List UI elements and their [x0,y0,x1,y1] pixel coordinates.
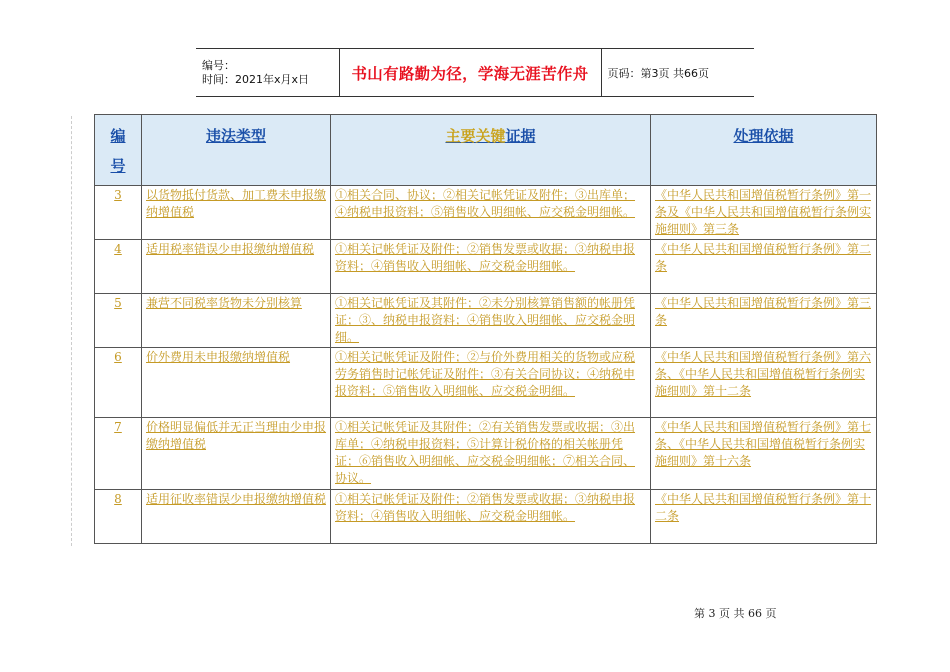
table-row [95,348,877,418]
row-number[interactable]: 6 [114,350,122,364]
row-type[interactable]: 适用征收率错误少申报缴纳增值税 [146,492,327,506]
header-meta [196,49,339,97]
margin-guide [71,116,72,546]
row-basis[interactable]: 《中华人民共和国增值税暂行条例》第七条、《中华人民共和国增值税暂行条例实施细则》第十六条 [655,420,872,468]
header-evidence [331,115,651,186]
row-evidence[interactable]: ①相关记帐凭证及附件；②与价外费用相关的货物或应税劳务销售时记帐凭证及附件；③有关合同协议；④纳税申报资料；⑤销售收入明细帐、应交税金明细。 [335,350,636,398]
row-number[interactable]: 7 [114,420,122,434]
row-number[interactable]: 8 [114,492,122,506]
row-type[interactable]: 价外费用未申报缴纳增值税 [146,350,291,364]
table-row [95,418,877,490]
table-row [95,240,877,294]
row-evidence[interactable]: ①相关记帐凭证及其附件；②未分别核算销售额的帐册凭证；③、纳税申报资料；④销售收入明细帐、应交税金明细。 [335,296,636,344]
row-evidence[interactable]: ①相关记帐凭证及附件；②销售发票或收据；③纳税申报资料；④销售收入明细帐、应交税金明细帐。 [335,242,636,273]
number-label: 编号： [202,58,235,72]
table-header-row [95,115,877,186]
row-type[interactable]: 适用税率错误少申报缴纳增值税 [146,242,315,256]
row-type[interactable]: 兼营不同税率货物未分别核算 [146,296,303,310]
header-number-link[interactable]: 编号 [110,127,126,175]
row-evidence[interactable]: ①相关记帐凭证及其附件；②有关销售发票或收据；③出库单；④纳税申报资料；⑤计算计税价格的相关帐册凭证；⑥销售收入明细帐、应交税金明细帐；⑦相关合同、协议。 [335,420,636,485]
table-row [95,186,877,240]
row-type[interactable]: 以货物抵付货款、加工费未申报缴纳增值税 [146,188,327,219]
row-evidence[interactable]: ①相关合同、协议；②相关记帐凭证及附件；③出库单；④纳税申报资料；⑤销售收入明细帐、应交税金明细帐。 [335,188,636,219]
header-evidence-blue: 证据 [505,127,536,145]
table-row [95,294,877,348]
row-basis[interactable]: 《中华人民共和国增值税暂行条例》第二条 [655,242,872,273]
document-header [196,48,754,97]
page-label: 页码：第3页 共66页 [601,49,754,97]
row-basis[interactable]: 《中华人民共和国增值税暂行条例》第一条及《中华人民共和国增值税暂行条例实施细则》第三条 [655,188,872,236]
header-number [95,115,142,186]
row-basis[interactable]: 《中华人民共和国增值税暂行条例》第六条、《中华人民共和国增值税暂行条例实施细则》第十二条 [655,350,872,398]
header-basis [651,115,877,186]
table-row [95,490,877,544]
row-basis[interactable]: 《中华人民共和国增值税暂行条例》第十二条 [655,492,872,523]
row-type[interactable]: 价格明显偏低并无正当理由少申报缴纳增值税 [146,420,327,451]
violation-table [94,114,877,544]
header-evidence-gold: 主要关键 [445,127,506,145]
header-evidence-link[interactable] [331,115,650,146]
motto: 书山有路勤为径，学海无涯苦作舟 [339,49,601,97]
row-number[interactable]: 5 [114,296,122,310]
row-number[interactable]: 4 [114,242,122,256]
row-number[interactable]: 3 [114,188,122,202]
header-basis-link[interactable]: 处理依据 [733,127,794,145]
time-label: 时间：2021年x月x日 [202,72,310,86]
row-basis[interactable]: 《中华人民共和国增值税暂行条例》第三条 [655,296,872,327]
row-evidence[interactable]: ①相关记帐凭证及附件；②销售发票或收据；③纳税申报资料；④销售收入明细帐、应交税金明细帐。 [335,492,636,523]
header-type [142,115,331,186]
header-type-link[interactable]: 违法类型 [205,127,266,145]
page-footer: 第 3 页 共 66 页 [694,607,777,620]
